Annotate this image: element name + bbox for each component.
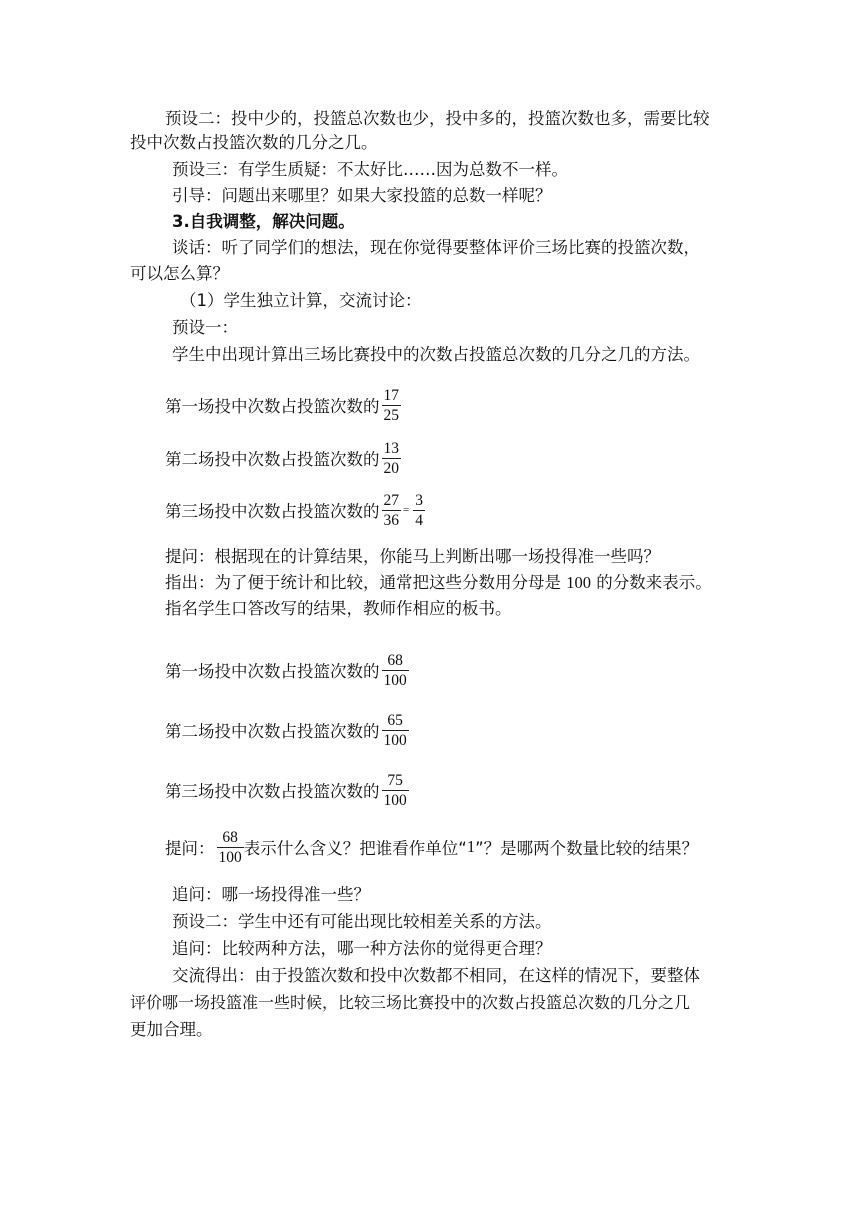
fraction-line [165,765,409,815]
text-segment: 的分数来表示。 [591,573,712,592]
paragraph-line: 评价哪一场投篮准一些时候，比较三场比赛投中的次数占投篮总次数的几分之几 [130,993,691,1012]
equals-sign: = [403,504,410,516]
denominator: 100 [383,671,407,689]
text-segment: 指出：为了便于统计和比较，通常把这些分数用分母是 [165,573,567,592]
fraction [382,491,402,530]
denominator: 100 [383,731,407,749]
denominator: 4 [415,511,423,529]
numerator: 68 [387,651,403,669]
fraction-label: 第三场投中次数占投篮次数的 [165,502,380,521]
paragraph-line: 指名学生口答改写的结果，教师作相应的板书。 [165,599,512,618]
fraction-label: 第二场投中次数占投篮次数的 [165,722,380,741]
paragraph-line: （1）学生独立计算，交流讨论： [180,291,422,310]
denominator: 100 [218,848,242,866]
fraction-label: 第三场投中次数占投篮次数的 [165,782,380,801]
paragraph-line: 提问：根据现在的计算结果，你能马上判断出哪一场投得准一些吗？ [165,547,660,566]
fraction [382,386,402,425]
paragraph-line: 可以怎么算？ [130,264,229,283]
numerator: 3 [415,491,423,509]
fraction-line [165,645,409,695]
paragraph-line: 预设二：投中少的，投篮总次数也少，投中多的，投篮次数也多，需要比较 [165,109,710,128]
fraction-label: 第一场投中次数占投篮次数的 [165,397,380,416]
fraction-line [165,433,401,483]
denominator: 25 [383,406,399,424]
numerator: 68 [222,828,238,846]
paragraph-line [165,571,712,595]
denominator: 20 [383,459,399,477]
fraction-line [165,380,401,430]
numerator: 75 [387,771,403,789]
paragraph-line: 学生中出现计算出三场比赛投中的次数占投篮总次数的几分之几的方法。 [172,345,700,364]
denominator: 100 [383,791,407,809]
numerator: 13 [383,439,399,457]
fraction-line [165,485,425,535]
denominator: 36 [383,511,399,529]
fraction [382,711,409,750]
section-heading: 3.自我调整，解决问题。 [172,212,355,231]
paragraph-line: 预设二：学生中还有可能出现比较相差关系的方法。 [172,912,552,931]
paragraph-line: 预设一： [172,318,238,337]
text-segment: 表示什么含义？把谁看作单位“ [243,839,467,858]
fraction [382,771,409,810]
numerator: 17 [383,386,399,404]
question-label: 提问： [165,839,215,858]
fraction [413,491,425,530]
fraction [382,439,402,478]
numerator: 27 [383,491,399,509]
number-value: 100 [566,573,591,592]
fraction [217,828,244,867]
fraction [382,651,409,690]
paragraph-line: 追问：哪一场投得准一些？ [172,885,370,904]
fraction-line [165,705,409,755]
fraction-label: 第一场投中次数占投篮次数的 [165,662,380,681]
numerator: 65 [387,711,403,729]
paragraph-line: 引导：问题出来哪里？如果大家投篮的总数一样呢？ [172,186,552,205]
paragraph-line: 预设三：有学生质疑：不太好比……因为总数不一样。 [172,160,568,179]
paragraph-line: 更加合理。 [130,1020,213,1039]
number-value: 1 [466,837,476,856]
paragraph-line: 谈话：听了同学们的想法，现在你觉得要整体评价三场比赛的投篮次数， [172,238,700,257]
fraction-label: 第二场投中次数占投篮次数的 [165,450,380,469]
text-segment: ”？是哪两个数量比较的结果？ [475,839,699,858]
paragraph-line: 交流得出：由于投篮次数和投中次数都不相同，在这样的情况下，要整体 [172,966,700,985]
question-line [165,822,698,872]
paragraph-line: 追问：比较两种方法，哪一种方法你的觉得更合理？ [172,939,552,958]
paragraph-line: 投中次数占投篮次数的几分之几。 [130,133,378,152]
